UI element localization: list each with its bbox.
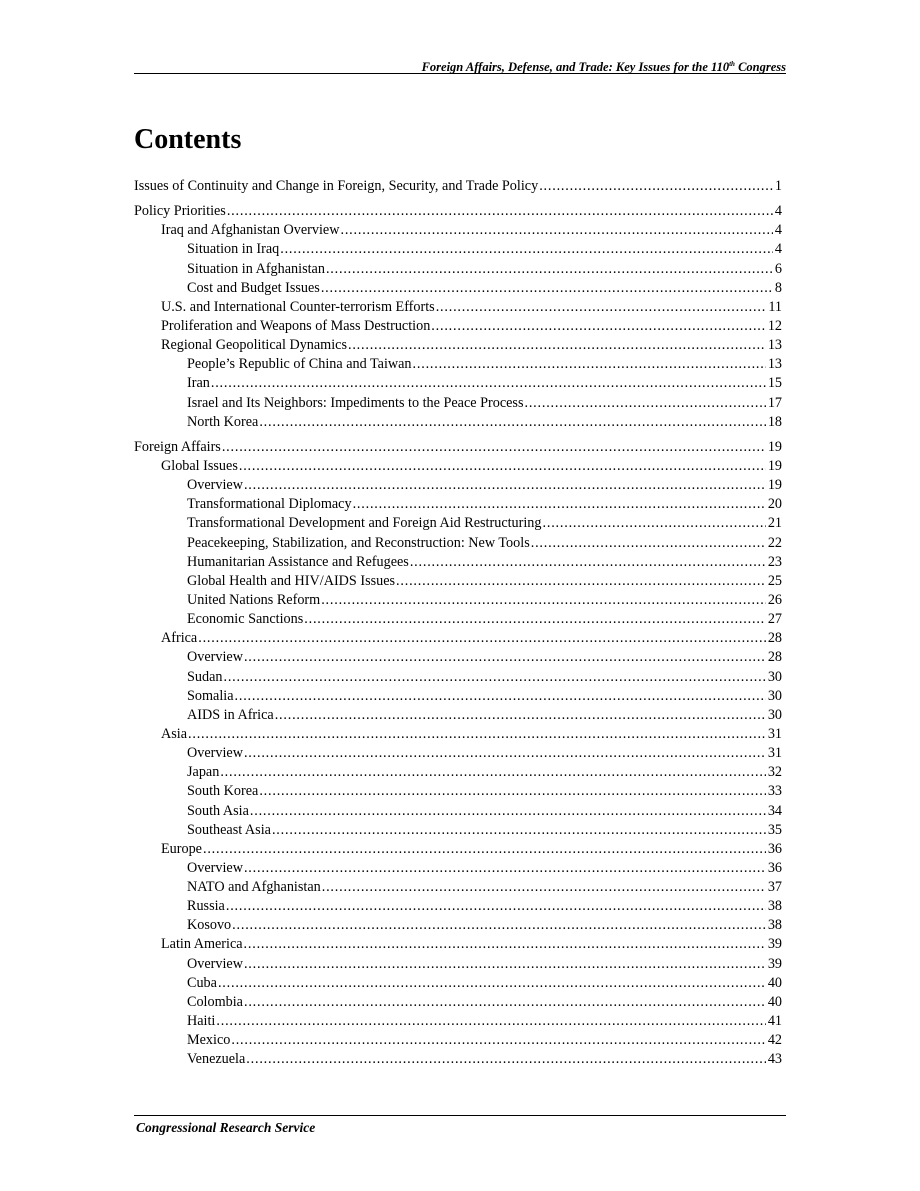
toc-entry-title: Asia	[161, 725, 188, 742]
toc-leader-dots	[250, 802, 766, 821]
toc-entry[interactable]	[134, 260, 782, 279]
toc-entry-page-number: 28	[767, 649, 782, 666]
toc-leader-dots	[244, 476, 766, 495]
toc-entry-page-number: 36	[767, 859, 782, 876]
toc-entry-title: Israel and Its Neighbors: Impediments to the Peace Process	[187, 394, 524, 411]
toc-entry-page-number: 30	[767, 706, 782, 723]
toc-entry-page-number: 8	[774, 279, 782, 296]
toc-leader-dots	[244, 648, 766, 667]
toc-entry[interactable]	[134, 782, 782, 801]
toc-entry-page-number: 23	[767, 553, 782, 570]
toc-entry-page-number: 21	[767, 515, 782, 532]
header-rule	[134, 73, 786, 74]
footer-text: Congressional Research Service	[136, 1120, 316, 1135]
toc-entry-page-number: 42	[767, 1032, 782, 1049]
toc-entry-title: Policy Priorities	[134, 203, 226, 220]
toc-entry[interactable]	[134, 438, 782, 457]
toc-entry-page-number: 17	[767, 394, 782, 411]
toc-entry-title: Economic Sanctions	[187, 611, 304, 628]
toc-entry[interactable]	[134, 935, 782, 954]
toc-entry[interactable]	[134, 955, 782, 974]
toc-entry-page-number: 32	[767, 764, 782, 781]
toc-entry-page-number: 35	[767, 821, 782, 838]
toc-entry-title: Cost and Budget Issues	[187, 279, 320, 296]
toc-entry[interactable]	[134, 336, 782, 355]
toc-entry-title: United Nations Reform	[187, 591, 321, 608]
running-header-superscript: th	[729, 60, 735, 68]
toc-entry-page-number: 28	[767, 630, 782, 647]
toc-entry-title: Mexico	[187, 1032, 231, 1049]
toc-entry[interactable]	[134, 802, 782, 821]
toc-entry[interactable]	[134, 298, 782, 317]
toc-entry-title: Overview	[187, 745, 243, 762]
toc-entry[interactable]	[134, 993, 782, 1012]
toc-entry-title: Venezuela	[187, 1051, 246, 1068]
toc-leader-dots	[304, 610, 766, 629]
toc-entry-title: Overview	[187, 477, 243, 494]
toc-entry-page-number: 4	[774, 222, 782, 239]
toc-leader-dots	[353, 495, 766, 514]
toc-entry-page-number: 22	[767, 534, 782, 551]
toc-entry-page-number: 39	[767, 955, 782, 972]
toc-leader-dots	[543, 514, 766, 533]
toc-leader-dots	[239, 457, 766, 476]
toc-entry[interactable]	[134, 240, 782, 259]
toc-entry-title: Latin America	[161, 936, 243, 953]
toc-entry[interactable]	[134, 629, 782, 648]
toc-leader-dots	[231, 1031, 765, 1050]
toc-leader-dots	[216, 1012, 765, 1031]
toc-leader-dots	[218, 974, 766, 993]
toc-entry[interactable]	[134, 374, 782, 393]
toc-leader-dots	[244, 859, 766, 878]
toc-entry-page-number: 41	[767, 1013, 782, 1030]
toc-leader-dots	[340, 221, 772, 240]
toc-entry-title: Somalia	[187, 687, 234, 704]
toc-leader-dots	[244, 993, 766, 1012]
running-header-title-suffix: Congress	[734, 60, 786, 75]
toc-entry[interactable]	[134, 394, 782, 413]
toc-entry-title: North Korea	[187, 413, 259, 430]
footer-rule	[134, 1115, 786, 1116]
toc-entry[interactable]	[134, 572, 782, 591]
toc-leader-dots	[222, 438, 766, 457]
toc-leader-dots	[188, 725, 766, 744]
toc-entry-page-number: 27	[767, 611, 782, 628]
toc-entry-title: Haiti	[187, 1013, 216, 1030]
toc-entry[interactable]	[134, 821, 782, 840]
toc-entry[interactable]	[134, 706, 782, 725]
toc-entry[interactable]	[134, 648, 782, 667]
toc-entry-page-number: 34	[767, 802, 782, 819]
toc-entry-title: Europe	[161, 840, 202, 857]
toc-leader-dots	[348, 336, 766, 355]
toc-entry-page-number: 39	[767, 936, 782, 953]
toc-entry-page-number: 38	[767, 917, 782, 934]
toc-entry-title: Global Issues	[161, 457, 238, 474]
toc-entry-title: Overview	[187, 649, 243, 666]
toc-entry[interactable]	[134, 202, 782, 221]
toc-entry-title: Overview	[187, 859, 243, 876]
toc-leader-dots	[246, 1050, 766, 1069]
toc-entry-page-number: 4	[774, 203, 782, 220]
toc-leader-dots	[220, 763, 766, 782]
toc-leader-dots	[321, 591, 766, 610]
toc-entry-title: Overview	[187, 955, 243, 972]
toc-entry[interactable]	[134, 610, 782, 629]
toc-entry[interactable]	[134, 413, 782, 432]
toc-entry-page-number: 15	[767, 375, 782, 392]
toc-leader-dots	[223, 668, 765, 687]
toc-entry[interactable]	[134, 1031, 782, 1050]
toc-leader-dots	[203, 840, 766, 859]
toc-entry[interactable]	[134, 763, 782, 782]
toc-leader-dots	[244, 744, 766, 763]
toc-entry-page-number: 19	[767, 438, 782, 455]
toc-leader-dots	[321, 279, 773, 298]
toc-entry-title: Japan	[187, 764, 220, 781]
toc-entry[interactable]	[134, 668, 782, 687]
toc-entry-page-number: 26	[767, 591, 782, 608]
table-of-contents	[134, 177, 782, 1069]
toc-entry-title: Cuba	[187, 974, 217, 991]
toc-entry[interactable]	[134, 495, 782, 514]
toc-entry-page-number: 6	[774, 260, 782, 277]
toc-leader-dots	[326, 260, 773, 279]
toc-entry[interactable]	[134, 687, 782, 706]
toc-entry[interactable]	[134, 279, 782, 298]
toc-entry-title: Iraq and Afghanistan Overview	[161, 222, 340, 239]
toc-entry-page-number: 19	[767, 457, 782, 474]
toc-entry-title: Africa	[161, 630, 198, 647]
toc-entry-page-number: 13	[767, 356, 782, 373]
toc-entry-title: Global Health and HIV/AIDS Issues	[187, 572, 396, 589]
toc-entry-title: Foreign Affairs	[134, 438, 221, 455]
toc-leader-dots	[198, 629, 766, 648]
toc-entry-page-number: 25	[767, 572, 782, 589]
toc-entry-page-number: 31	[767, 725, 782, 742]
toc-entry-page-number: 30	[767, 668, 782, 685]
toc-entry-page-number: 40	[767, 993, 782, 1010]
toc-leader-dots	[235, 687, 766, 706]
toc-entry-page-number: 43	[767, 1051, 782, 1068]
toc-entry-title: U.S. and International Counter-terrorism Efforts	[161, 298, 435, 315]
toc-leader-dots	[259, 413, 766, 432]
toc-leader-dots	[413, 355, 766, 374]
toc-entry[interactable]	[134, 553, 782, 572]
toc-leader-dots	[272, 821, 766, 840]
toc-entry-title: People’s Republic of China and Taiwan	[187, 356, 412, 373]
toc-entry[interactable]	[134, 878, 782, 897]
toc-entry-page-number: 13	[767, 337, 782, 354]
toc-leader-dots	[280, 240, 773, 259]
toc-leader-dots	[436, 298, 767, 317]
toc-leader-dots	[275, 706, 766, 725]
toc-entry-title: South Korea	[187, 783, 259, 800]
toc-entry[interactable]	[134, 916, 782, 935]
toc-entry-title: Situation in Afghanistan	[187, 260, 325, 277]
toc-entry[interactable]	[134, 457, 782, 476]
toc-entry-title: Situation in Iraq	[187, 241, 280, 258]
toc-entry-page-number: 19	[767, 477, 782, 494]
toc-leader-dots	[226, 897, 766, 916]
toc-entry-title: Colombia	[187, 993, 243, 1010]
toc-leader-dots	[431, 317, 766, 336]
page-title: Contents	[134, 124, 242, 155]
toc-entry[interactable]	[134, 840, 782, 859]
toc-entry-page-number: 12	[767, 317, 782, 334]
running-header-title: Foreign Affairs, Defense, and Trade: Key Issues for the 110	[421, 60, 730, 75]
toc-entry-page-number: 4	[774, 241, 782, 258]
toc-leader-dots	[244, 935, 766, 954]
toc-leader-dots	[232, 916, 766, 935]
toc-entry-page-number: 38	[767, 898, 782, 915]
toc-leader-dots	[259, 782, 765, 801]
toc-entry-title: Sudan	[187, 668, 223, 685]
toc-entry[interactable]	[134, 534, 782, 553]
toc-entry-title: NATO and Afghanistan	[187, 879, 321, 896]
toc-entry-page-number: 1	[774, 178, 782, 194]
toc-leader-dots	[531, 534, 766, 553]
toc-entry-page-number: 18	[767, 413, 782, 430]
toc-entry-title: Issues of Continuity and Change in Foreign, Security, and Trade Policy	[134, 178, 539, 194]
toc-entry[interactable]	[134, 1012, 782, 1031]
toc-entry[interactable]	[134, 177, 782, 196]
toc-entry-title: Iran	[187, 375, 210, 392]
toc-leader-dots	[524, 394, 765, 413]
toc-entry-page-number: 30	[767, 687, 782, 704]
toc-entry-title: Regional Geopolitical Dynamics	[161, 337, 347, 354]
toc-entry-title: Kosovo	[187, 917, 232, 934]
toc-entry-title: South Asia	[187, 802, 249, 819]
toc-entry[interactable]	[134, 591, 782, 610]
toc-entry-page-number: 40	[767, 974, 782, 991]
toc-entry-page-number: 36	[767, 840, 782, 857]
toc-leader-dots	[396, 572, 766, 591]
toc-entry[interactable]	[134, 897, 782, 916]
toc-entry[interactable]	[134, 355, 782, 374]
toc-entry[interactable]	[134, 317, 782, 336]
toc-entry-page-number: 37	[767, 879, 782, 896]
toc-entry-title: Transformational Development and Foreign Aid Restructuring	[187, 515, 542, 532]
toc-entry-title: AIDS in Africa	[187, 706, 274, 723]
toc-leader-dots	[539, 177, 773, 196]
toc-entry-page-number: 20	[767, 496, 782, 513]
toc-entry-title: Southeast Asia	[187, 821, 271, 838]
toc-leader-dots	[244, 955, 766, 974]
toc-entry[interactable]	[134, 744, 782, 763]
toc-entry-title: Transformational Diplomacy	[187, 496, 352, 513]
toc-entry[interactable]	[134, 476, 782, 495]
toc-leader-dots	[410, 553, 766, 572]
toc-leader-dots	[211, 374, 766, 393]
toc-entry-title: Humanitarian Assistance and Refugees	[187, 553, 409, 570]
toc-entry-page-number: 33	[767, 783, 782, 800]
toc-entry[interactable]	[134, 221, 782, 240]
toc-leader-dots	[227, 202, 773, 221]
toc-entry-title: Proliferation and Weapons of Mass Destruction	[161, 317, 431, 334]
toc-entry[interactable]	[134, 974, 782, 993]
toc-entry-title: Peacekeeping, Stabilization, and Reconstruction: New Tools	[187, 534, 530, 551]
toc-leader-dots	[322, 878, 766, 897]
toc-entry-page-number: 31	[767, 745, 782, 762]
toc-entry-title: Russia	[187, 898, 225, 915]
toc-entry[interactable]	[134, 725, 782, 744]
toc-entry-page-number: 11	[768, 298, 782, 315]
toc-entry[interactable]	[134, 514, 782, 533]
toc-entry[interactable]	[134, 1050, 782, 1069]
toc-entry[interactable]	[134, 859, 782, 878]
